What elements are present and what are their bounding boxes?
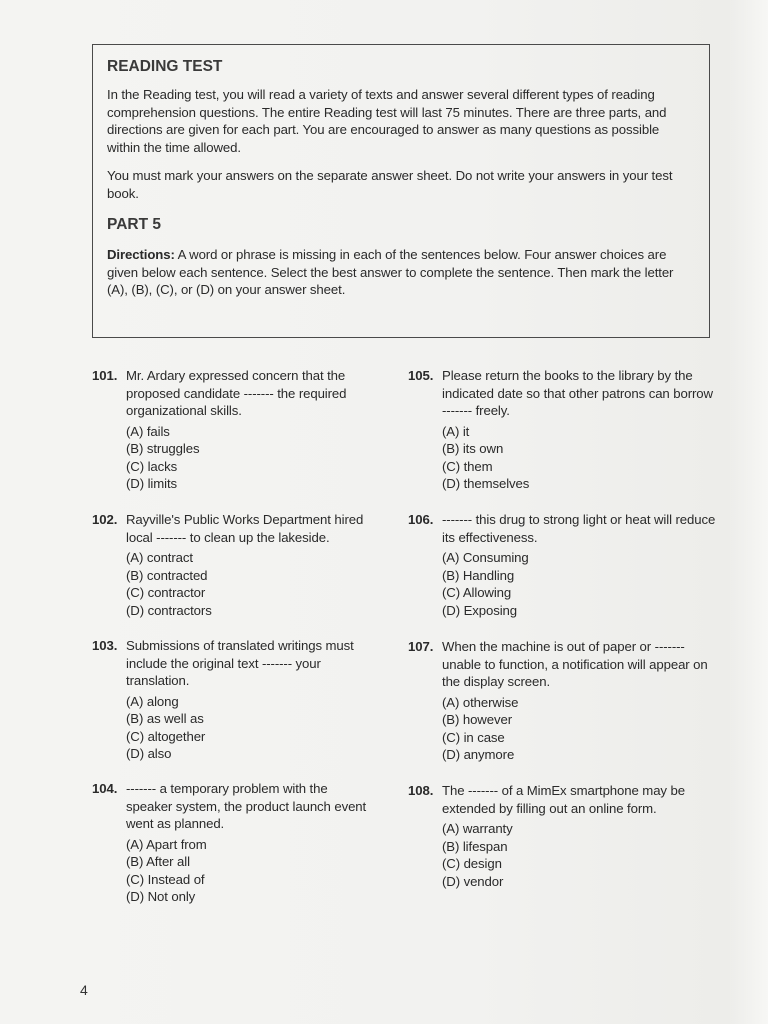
- option-b: (B) however: [442, 712, 512, 727]
- answer-options: [442, 423, 708, 493]
- option-c: (C) Instead of: [126, 871, 205, 887]
- option-d: (D) themselves: [442, 476, 530, 491]
- option-b: (B) its own: [442, 441, 504, 456]
- option-d: (D) Exposing: [442, 602, 518, 618]
- option-c: (C) altogether: [126, 728, 206, 744]
- option-a: (A) it: [442, 423, 470, 439]
- directions-text: A word or phrase is missing in each of the sentences below. Four answer choices are given below each sentence. Select the best answer to complete the sentence. Then mark the letter (A), (B), (C), or (D) on your answer sheet.: [107, 247, 674, 297]
- answer-options: [126, 693, 392, 763]
- intro-paragraph: In the Reading test, you will read a variety of texts and answer several different types of reading comprehension questions. The entire Reading test will last 75 minutes. There are three parts, and directions are given for each part. You are encouraged to answer as many questions as possible within the time allowed.: [107, 87, 667, 155]
- option-c: (C) contractor: [126, 585, 206, 600]
- question-number: 108.: [408, 783, 434, 798]
- option-b: (B) lifespan: [442, 838, 508, 854]
- answer-options: [442, 820, 708, 890]
- question-104: [92, 780, 392, 906]
- option-a: (A) otherwise: [442, 694, 519, 710]
- question-number: 101.: [92, 368, 118, 383]
- directions-label: Directions:: [107, 247, 175, 262]
- question-number: 105.: [408, 368, 434, 383]
- question-108: [408, 782, 708, 890]
- question-number: 104.: [92, 781, 118, 796]
- question-text: When the machine is out of paper or ------- unable to function, a notification will appear on the display screen.: [442, 639, 708, 689]
- instructions-box: [92, 44, 710, 338]
- option-b: (B) as well as: [126, 711, 204, 726]
- question-text: Please return the books to the library by the indicated date so that other patrons can borrow ------- freely.: [442, 368, 713, 418]
- option-b: (B) After all: [126, 854, 190, 869]
- question-number: 103.: [92, 638, 118, 653]
- page-edge-shading: [728, 0, 768, 1024]
- option-a: (A) Consuming: [442, 550, 529, 565]
- directions-paragraph: [107, 246, 695, 299]
- option-a: (A) warranty: [442, 821, 513, 836]
- question-number: 102.: [92, 512, 118, 527]
- part-heading: PART 5: [107, 216, 161, 233]
- reading-test-heading: READING TEST: [107, 58, 223, 75]
- question-text: Rayville's Public Works Department hired local ------- to clean up the lakeside.: [126, 512, 364, 545]
- option-c: (C) design: [442, 856, 502, 871]
- question-107: [408, 638, 708, 764]
- option-b: (B) contracted: [126, 567, 208, 583]
- option-a: (A) contract: [126, 550, 193, 565]
- question-106: [408, 511, 716, 619]
- option-c: (C) them: [442, 458, 493, 474]
- option-c: (C) lacks: [126, 458, 178, 474]
- option-d: (D) also: [126, 746, 172, 761]
- question-number: 107.: [408, 639, 434, 654]
- question-text: Submissions of translated writings must include the original text ------- your translation.: [126, 638, 354, 688]
- option-d: (D) contractors: [126, 602, 212, 618]
- option-c: (C) in case: [442, 729, 505, 745]
- question-text: Mr. Ardary expressed concern that the proposed candidate ------- the required organizational skills.: [126, 368, 347, 418]
- answer-options: [442, 694, 708, 764]
- option-a: (A) Apart from: [126, 836, 207, 852]
- option-d: (D) anymore: [442, 747, 515, 762]
- option-d: (D) vendor: [442, 873, 504, 889]
- question-text: ------- a temporary problem with the speaker system, the product launch event went as planned.: [126, 781, 367, 831]
- question-text: The ------- of a MimEx smartphone may be extended by filling out an online form.: [442, 783, 685, 816]
- answer-sheet-note: You must mark your answers on the separate answer sheet. Do not write your answers in your test book.: [107, 168, 673, 201]
- answer-options: [126, 423, 392, 493]
- option-c: (C) Allowing: [442, 585, 512, 600]
- page-number: 4: [80, 982, 88, 998]
- option-b: (B) Handling: [442, 567, 515, 583]
- option-d: (D) Not only: [126, 889, 196, 904]
- option-a: (A) fails: [126, 423, 170, 439]
- answer-options: [442, 549, 708, 619]
- question-105: [408, 367, 713, 493]
- question-103: [92, 637, 392, 763]
- answer-options: [126, 549, 392, 619]
- question-101: [92, 367, 392, 493]
- option-d: (D) limits: [126, 476, 178, 491]
- option-b: (B) struggles: [126, 441, 200, 456]
- question-text: ------- this drug to strong light or heat will reduce its effectiveness.: [442, 512, 716, 545]
- answer-options: [126, 836, 392, 906]
- question-102: [92, 511, 392, 619]
- question-number: 106.: [408, 512, 434, 527]
- option-a: (A) along: [126, 693, 179, 709]
